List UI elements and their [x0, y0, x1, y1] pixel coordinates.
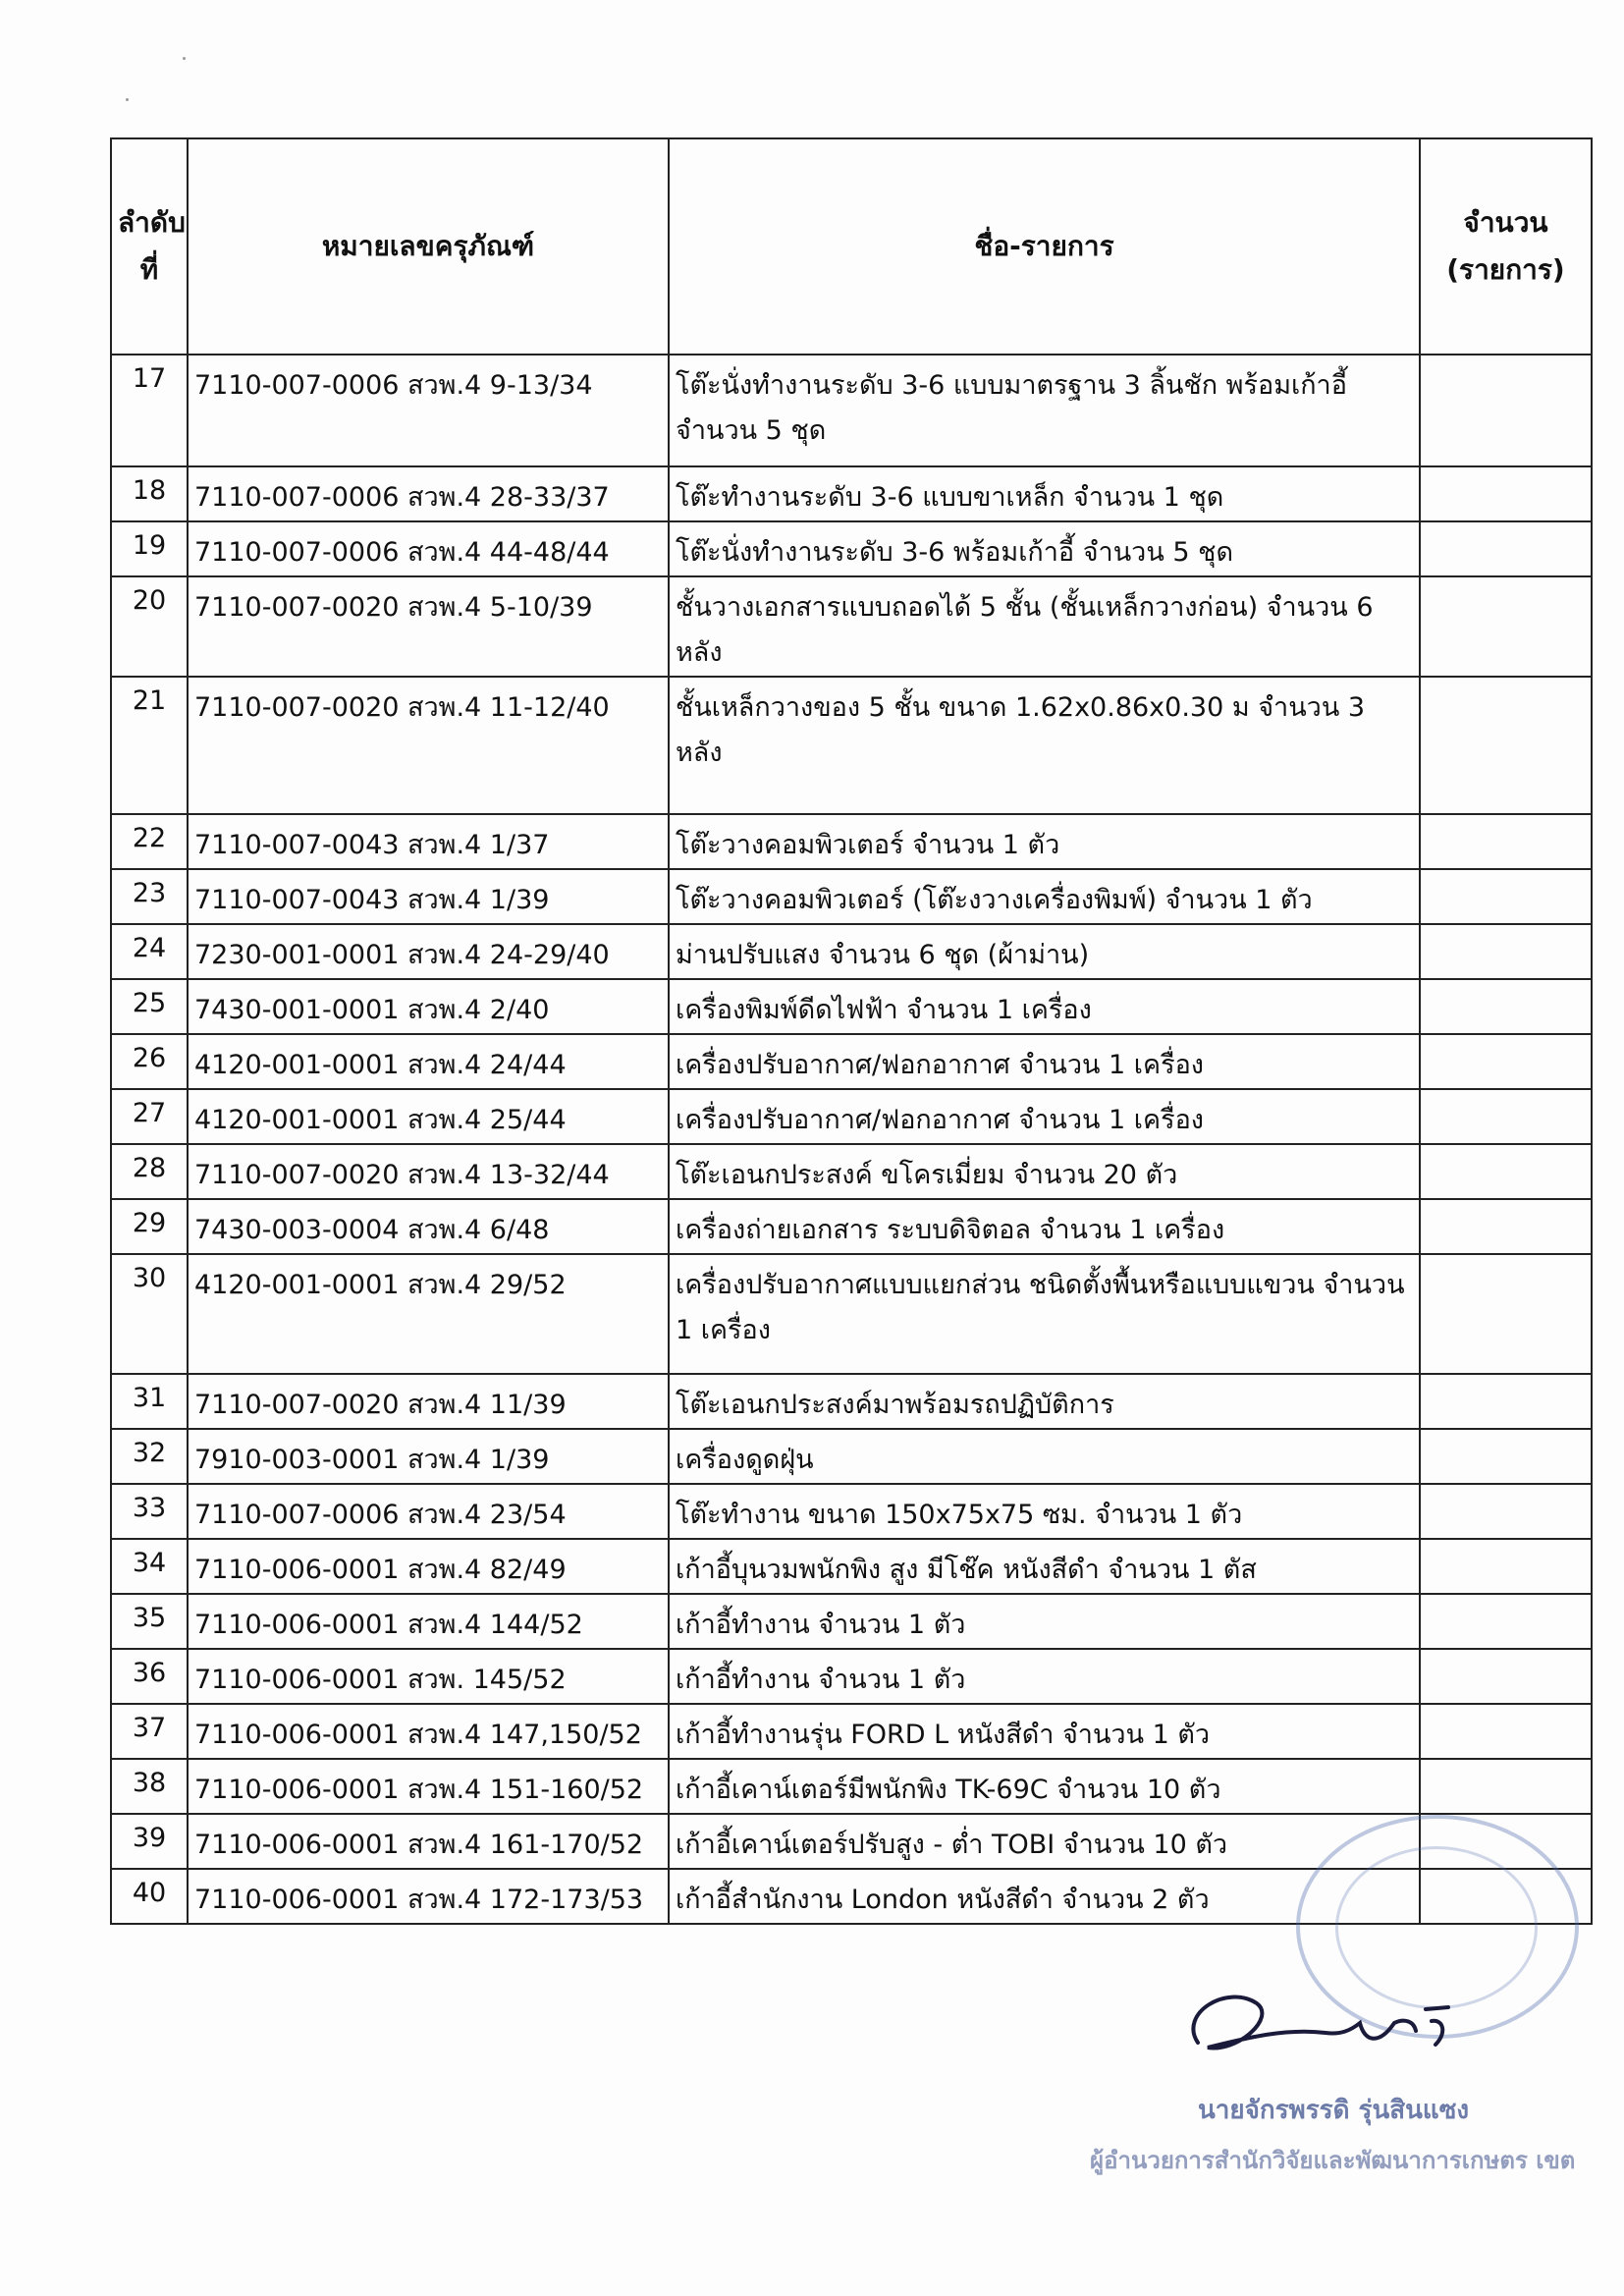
item-name: เครื่องถ่ายเอกสาร ระบบดิจิตอล จำนวน 1 เครื่อง	[669, 1199, 1420, 1254]
table-row	[111, 1594, 1592, 1649]
item-quantity	[1420, 677, 1592, 814]
item-quantity	[1420, 869, 1592, 924]
row-number: 33	[111, 1484, 188, 1539]
item-name: เครื่องดูดฝุ่น	[669, 1429, 1420, 1484]
asset-code: 7110-007-0020 สวพ.4 11/39	[188, 1374, 669, 1429]
table-row	[111, 1429, 1592, 1484]
asset-code: 7110-007-0006 สวพ.4 44-48/44	[188, 521, 669, 576]
table-row	[111, 814, 1592, 869]
asset-code: 7110-007-0006 สวพ.4 9-13/34	[188, 355, 669, 466]
item-quantity	[1420, 1034, 1592, 1089]
row-number: 23	[111, 869, 188, 924]
item-quantity	[1420, 1759, 1592, 1814]
table-row	[111, 979, 1592, 1034]
scan-speck	[183, 57, 186, 60]
item-quantity	[1420, 924, 1592, 979]
asset-code: 7430-001-0001 สวพ.4 2/40	[188, 979, 669, 1034]
asset-code: 4120-001-0001 สวพ.4 24/44	[188, 1034, 669, 1089]
item-name: เก้าอี้ทำงานรุ่น FORD L หนังสีดำ จำนวน 1 ตัว	[669, 1704, 1420, 1759]
row-number: 21	[111, 677, 188, 814]
asset-code: 7110-007-0020 สวพ.4 13-32/44	[188, 1144, 669, 1199]
item-name: โต๊ะทำงานระดับ 3-6 แบบขาเหล็ก จำนวน 1 ชุด	[669, 466, 1420, 521]
table-row	[111, 521, 1592, 576]
asset-code: 7110-007-0006 สวพ.4 28-33/37	[188, 466, 669, 521]
item-quantity	[1420, 576, 1592, 677]
table-header-row	[111, 138, 1592, 355]
item-quantity	[1420, 1374, 1592, 1429]
row-number: 17	[111, 355, 188, 466]
item-name: โต๊ะวางคอมพิวเตอร์ (โต๊ะงวางเครื่องพิมพ์) จำนวน 1 ตัว	[669, 869, 1420, 924]
item-name: โต๊ะเอนกประสงค์ ขโครเมี่ยม จำนวน 20 ตัว	[669, 1144, 1420, 1199]
table-row	[111, 677, 1592, 814]
item-name: ม่านปรับแสง จำนวน 6 ชุด (ผ้าม่าน)	[669, 924, 1420, 979]
header-name: ชื่อ-รายการ	[669, 138, 1420, 355]
item-name: เก้าอี้เคาน์เตอร์ปรับสูง - ต่ำ TOBI จำนวน 10 ตัว	[669, 1814, 1420, 1869]
row-number: 31	[111, 1374, 188, 1429]
item-quantity	[1420, 1429, 1592, 1484]
asset-code: 7910-003-0001 สวพ.4 1/39	[188, 1429, 669, 1484]
asset-code: 4120-001-0001 สวพ.4 25/44	[188, 1089, 669, 1144]
asset-code: 7110-006-0001 สวพ. 145/52	[188, 1649, 669, 1704]
item-name: เก้าอี้ทำงาน จำนวน 1 ตัว	[669, 1649, 1420, 1704]
table-row	[111, 1254, 1592, 1374]
item-quantity	[1420, 1649, 1592, 1704]
item-quantity	[1420, 355, 1592, 466]
row-number: 28	[111, 1144, 188, 1199]
asset-code: 4120-001-0001 สวพ.4 29/52	[188, 1254, 669, 1374]
item-quantity	[1420, 466, 1592, 521]
item-name: โต๊ะเอนกประสงค์มาพร้อมรถปฏิบัติการ	[669, 1374, 1420, 1429]
row-number: 26	[111, 1034, 188, 1089]
header-no: ลำดับที่	[111, 138, 188, 355]
table-row	[111, 1539, 1592, 1594]
scan-speck	[126, 98, 129, 101]
item-name: เครื่องพิมพ์ดีดไฟฟ้า จำนวน 1 เครื่อง	[669, 979, 1420, 1034]
row-number: 27	[111, 1089, 188, 1144]
asset-code: 7230-001-0001 สวพ.4 24-29/40	[188, 924, 669, 979]
item-name: เครื่องปรับอากาศ/ฟอกอากาศ จำนวน 1 เครื่อง	[669, 1089, 1420, 1144]
item-name: โต๊ะนั่งทำงานระดับ 3-6 พร้อมเก้าอี้ จำนวน 5 ชุด	[669, 521, 1420, 576]
item-quantity	[1420, 1594, 1592, 1649]
asset-code: 7110-006-0001 สวพ.4 144/52	[188, 1594, 669, 1649]
table-row	[111, 1704, 1592, 1759]
item-name: โต๊ะทำงาน ขนาด 150x75x75 ซม. จำนวน 1 ตัว	[669, 1484, 1420, 1539]
item-name: โต๊ะนั่งทำงานระดับ 3-6 แบบมาตรฐาน 3 ลิ้นชัก พร้อมเก้าอี้ จำนวน 5 ชุด	[669, 355, 1420, 466]
signature-block	[1090, 1807, 1600, 2219]
row-number: 30	[111, 1254, 188, 1374]
asset-code: 7110-006-0001 สวพ.4 82/49	[188, 1539, 669, 1594]
row-number: 39	[111, 1814, 188, 1869]
item-name: เครื่องปรับอากาศแบบแยกส่วน ชนิดตั้งพื้นหรือแบบแขวน จำนวน 1 เครื่อง	[669, 1254, 1420, 1374]
item-quantity	[1420, 1704, 1592, 1759]
row-number: 38	[111, 1759, 188, 1814]
table-row	[111, 1199, 1592, 1254]
item-quantity	[1420, 1539, 1592, 1594]
item-name: โต๊ะวางคอมพิวเตอร์ จำนวน 1 ตัว	[669, 814, 1420, 869]
row-number: 18	[111, 466, 188, 521]
row-number: 34	[111, 1539, 188, 1594]
table-row	[111, 576, 1592, 677]
asset-code: 7110-007-0020 สวพ.4 11-12/40	[188, 677, 669, 814]
item-name: เก้าอี้สำนักงาน London หนังสีดำ จำนวน 2 ตัว	[669, 1869, 1420, 1924]
table-row	[111, 355, 1592, 466]
signer-name: นายจักรพรรดิ รุ่นสินแซง	[1198, 2096, 1470, 2125]
row-number: 32	[111, 1429, 188, 1484]
item-quantity	[1420, 521, 1592, 576]
header-code: หมายเลขครุภัณฑ์	[188, 138, 669, 355]
row-number: 40	[111, 1869, 188, 1924]
asset-code: 7110-006-0001 สวพ.4 151-160/52	[188, 1759, 669, 1814]
handwritten-signature	[1168, 1974, 1463, 2092]
item-name: เก้าอี้ทำงาน จำนวน 1 ตัว	[669, 1594, 1420, 1649]
table-row	[111, 1484, 1592, 1539]
item-name: เครื่องปรับอากาศ/ฟอกอากาศ จำนวน 1 เครื่อง	[669, 1034, 1420, 1089]
item-quantity	[1420, 1484, 1592, 1539]
item-name: เก้าอี้บุนวมพนักพิง สูง มีโช๊ค หนังสีดำ จำนวน 1 ตัส	[669, 1539, 1420, 1594]
item-quantity	[1420, 1144, 1592, 1199]
table-row	[111, 1649, 1592, 1704]
item-quantity	[1420, 979, 1592, 1034]
table-row	[111, 1034, 1592, 1089]
table-row	[111, 924, 1592, 979]
asset-code: 7110-007-0043 สวพ.4 1/37	[188, 814, 669, 869]
asset-code: 7110-006-0001 สวพ.4 147,150/52	[188, 1704, 669, 1759]
asset-table	[110, 137, 1593, 1925]
item-quantity	[1420, 1199, 1592, 1254]
table-row	[111, 1374, 1592, 1429]
item-quantity	[1420, 814, 1592, 869]
item-name: ชั้นเหล็กวางของ 5 ชั้น ขนาด 1.62x0.86x0.30 ม จำนวน 3 หลัง	[669, 677, 1420, 814]
asset-code: 7110-007-0006 สวพ.4 23/54	[188, 1484, 669, 1539]
item-name: เก้าอี้เคาน์เตอร์มีพนักพิง TK-69C จำนวน 10 ตัว	[669, 1759, 1420, 1814]
asset-code: 7110-006-0001 สวพ.4 172-173/53	[188, 1869, 669, 1924]
row-number: 29	[111, 1199, 188, 1254]
asset-code: 7110-007-0043 สวพ.4 1/39	[188, 869, 669, 924]
table-row	[111, 1144, 1592, 1199]
header-qty: จำนวน (รายการ)	[1420, 138, 1592, 355]
asset-code: 7110-006-0001 สวพ.4 161-170/52	[188, 1814, 669, 1869]
row-number: 36	[111, 1649, 188, 1704]
row-number: 37	[111, 1704, 188, 1759]
asset-code: 7430-003-0004 สวพ.4 6/48	[188, 1199, 669, 1254]
item-quantity	[1420, 1089, 1592, 1144]
table-row	[111, 869, 1592, 924]
row-number: 25	[111, 979, 188, 1034]
row-number: 35	[111, 1594, 188, 1649]
row-number: 19	[111, 521, 188, 576]
table-row	[111, 1089, 1592, 1144]
row-number: 22	[111, 814, 188, 869]
asset-code: 7110-007-0020 สวพ.4 5-10/39	[188, 576, 669, 677]
row-number: 20	[111, 576, 188, 677]
table-row	[111, 1759, 1592, 1814]
item-quantity	[1420, 1254, 1592, 1374]
signer-title: ผู้อำนวยการสำนักวิจัยและพัฒนาการเกษตร เขต	[1090, 2147, 1576, 2174]
item-name: ชั้นวางเอกสารแบบถอดได้ 5 ชั้น (ชั้นเหล็กวางก่อน) จำนวน 6 หลัง	[669, 576, 1420, 677]
row-number: 24	[111, 924, 188, 979]
table-row	[111, 466, 1592, 521]
